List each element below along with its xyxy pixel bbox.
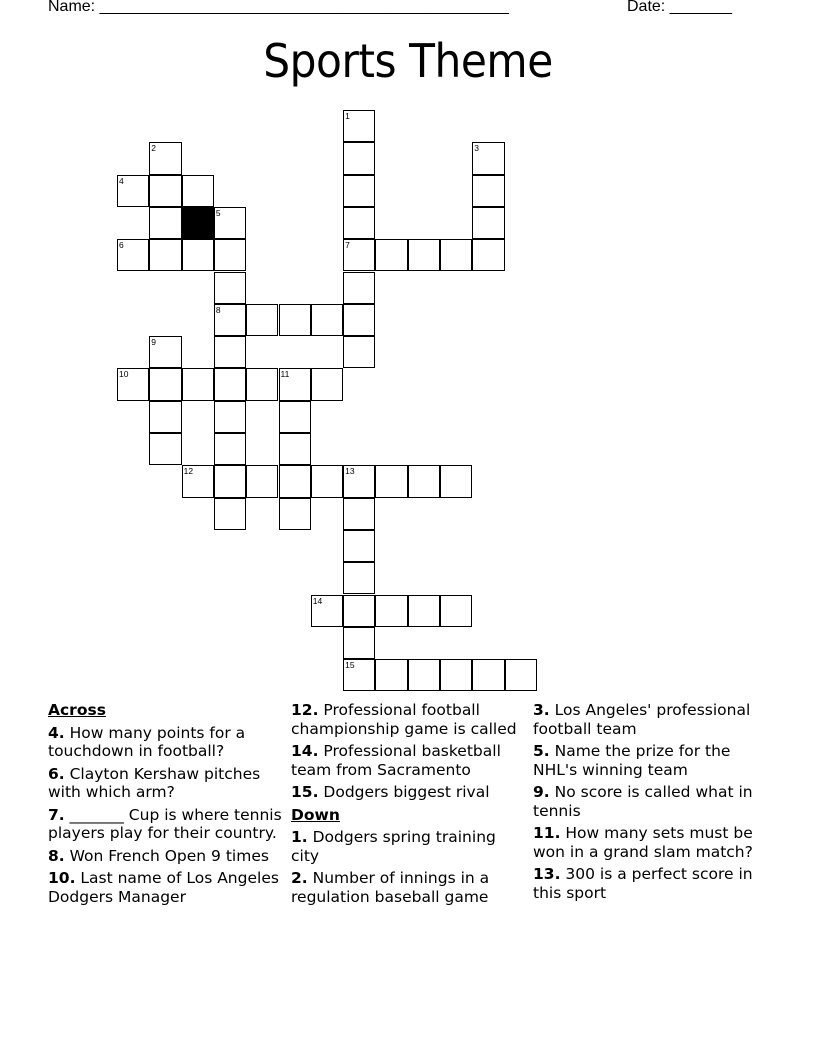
grid-cell[interactable] — [182, 239, 214, 271]
clue-number: 8 — [215, 304, 221, 315]
grid-cell[interactable] — [505, 659, 537, 691]
grid-cell[interactable] — [343, 498, 375, 530]
grid-cell[interactable] — [472, 207, 504, 239]
grid-cell[interactable] — [117, 239, 149, 271]
grid-cell[interactable] — [182, 368, 214, 400]
grid-cell[interactable] — [149, 142, 181, 174]
grid-cell[interactable] — [343, 562, 375, 594]
grid-cell[interactable] — [408, 239, 440, 271]
grid-cell[interactable] — [311, 304, 343, 336]
grid-cell[interactable] — [472, 142, 504, 174]
black-cell — [182, 207, 214, 239]
grid-cell[interactable] — [375, 659, 407, 691]
clue-number: 15 — [345, 660, 355, 671]
grid-cell[interactable] — [214, 304, 246, 336]
grid-cell[interactable] — [311, 368, 343, 400]
grid-cell[interactable] — [343, 304, 375, 336]
grid-cell[interactable] — [246, 304, 278, 336]
clue-number: 4 — [119, 175, 124, 186]
grid-cell[interactable] — [214, 401, 246, 433]
grid-cell[interactable] — [279, 433, 311, 465]
grid-cell[interactable] — [472, 239, 504, 271]
grid-cell[interactable] — [343, 336, 375, 368]
page-title: Sports Theme — [263, 34, 553, 88]
across-heading: Across — [48, 701, 106, 719]
grid-cell[interactable] — [311, 465, 343, 497]
grid-cell[interactable] — [246, 465, 278, 497]
grid-cell[interactable] — [408, 595, 440, 627]
grid-cell[interactable] — [214, 239, 246, 271]
grid-cell[interactable] — [440, 659, 472, 691]
grid-cell[interactable] — [214, 207, 246, 239]
grid-cell[interactable] — [279, 401, 311, 433]
grid-cell[interactable] — [472, 659, 504, 691]
grid-cell[interactable] — [440, 595, 472, 627]
grid-cell[interactable] — [343, 530, 375, 562]
clue-number: 5 — [215, 207, 221, 218]
clue-across-4: 4. How many points for a touchdown in football? — [48, 723, 246, 760]
clue-number: 3 — [474, 143, 480, 154]
grid-cell[interactable] — [343, 175, 375, 207]
grid-cell[interactable] — [375, 595, 407, 627]
clue-down-11: 11. How many sets must be won in a grand slam match? — [533, 824, 753, 861]
grid-cell[interactable] — [279, 304, 311, 336]
clue-across-10: 10. Last name of Los Angeles Dodgers Manager — [48, 869, 279, 906]
clue-number: 7 — [345, 240, 350, 251]
clue-number: 13 — [345, 466, 355, 477]
clue-across-6: 6. Clayton Kershaw pitches with which arm? — [48, 764, 261, 801]
name-field-label: Name: ______________________________________________ — [48, 0, 509, 15]
grid-cell[interactable] — [214, 433, 246, 465]
grid-cell[interactable] — [279, 498, 311, 530]
clue-number: 10 — [119, 369, 129, 380]
grid-cell[interactable] — [343, 110, 375, 142]
date-field-label: Date: _______ — [627, 0, 732, 15]
grid-cell[interactable] — [149, 336, 181, 368]
clue-down-2: 2. Number of innings in a regulation baseball game — [291, 869, 490, 906]
grid-cell[interactable] — [343, 239, 375, 271]
clue-across-14: 14. Professional basketball team from Sacramento — [291, 742, 501, 779]
clue-number: 14 — [312, 595, 323, 606]
grid-cell[interactable] — [149, 433, 181, 465]
grid-cell[interactable] — [149, 368, 181, 400]
grid-cell[interactable] — [279, 465, 311, 497]
clue-number: 2 — [151, 143, 157, 154]
grid-cell[interactable] — [375, 465, 407, 497]
clue-number: 6 — [119, 240, 124, 251]
clue-across-15: 15. Dodgers biggest rival — [291, 783, 490, 801]
grid-cell[interactable] — [246, 368, 278, 400]
grid-cell[interactable] — [214, 465, 246, 497]
clue-column-2 — [291, 701, 527, 910]
grid-cell[interactable] — [149, 175, 181, 207]
clue-column-1 — [48, 701, 288, 910]
clue-number: 11 — [280, 369, 290, 380]
grid-cell[interactable] — [343, 595, 375, 627]
clue-across-8: 8. Won French Open 9 times — [48, 846, 269, 865]
clue-number: 9 — [151, 337, 157, 348]
clue-down-9: 9. No score is called what in tennis — [533, 783, 753, 820]
clue-number: 12 — [183, 466, 194, 477]
clue-down-1: 1. Dodgers spring training city — [291, 828, 496, 865]
grid-cell[interactable] — [149, 401, 181, 433]
grid-cell[interactable] — [343, 465, 375, 497]
grid-cell[interactable] — [408, 659, 440, 691]
grid-cell[interactable] — [440, 465, 472, 497]
grid-cell[interactable] — [343, 272, 375, 304]
grid-cell[interactable] — [182, 175, 214, 207]
grid-cell[interactable] — [343, 142, 375, 174]
clue-down-3: 3. Los Angeles' professional football team — [533, 701, 751, 738]
grid-cell[interactable] — [343, 659, 375, 691]
grid-cell[interactable] — [214, 272, 246, 304]
clue-across-12: 12. Professional football championship game is called — [291, 701, 517, 738]
grid-cell[interactable] — [375, 239, 407, 271]
grid-cell[interactable] — [149, 239, 181, 271]
grid-cell[interactable] — [214, 498, 246, 530]
grid-cell[interactable] — [408, 465, 440, 497]
grid-cell[interactable] — [214, 336, 246, 368]
grid-cell[interactable] — [149, 207, 181, 239]
grid-cell[interactable] — [343, 207, 375, 239]
grid-cell[interactable] — [311, 595, 343, 627]
grid-cell[interactable] — [279, 368, 311, 400]
grid-cell[interactable] — [214, 368, 246, 400]
clue-down-13: 13. 300 is a perfect score in this sport — [533, 865, 753, 902]
grid-cell[interactable] — [182, 465, 214, 497]
grid-cell[interactable] — [117, 368, 149, 400]
clue-column-3 — [533, 701, 769, 906]
grid-cell[interactable] — [472, 175, 504, 207]
clue-number: 1 — [345, 111, 350, 121]
down-heading: Down — [291, 805, 340, 824]
clue-across-7: 7. _______ Cup is where tennis players play for their country. — [48, 805, 282, 842]
grid-cell[interactable] — [117, 175, 149, 207]
grid-cell[interactable] — [343, 627, 375, 659]
grid-cell[interactable] — [440, 239, 472, 271]
clue-down-5: 5. Name the prize for the NHL's winning team — [533, 742, 731, 779]
